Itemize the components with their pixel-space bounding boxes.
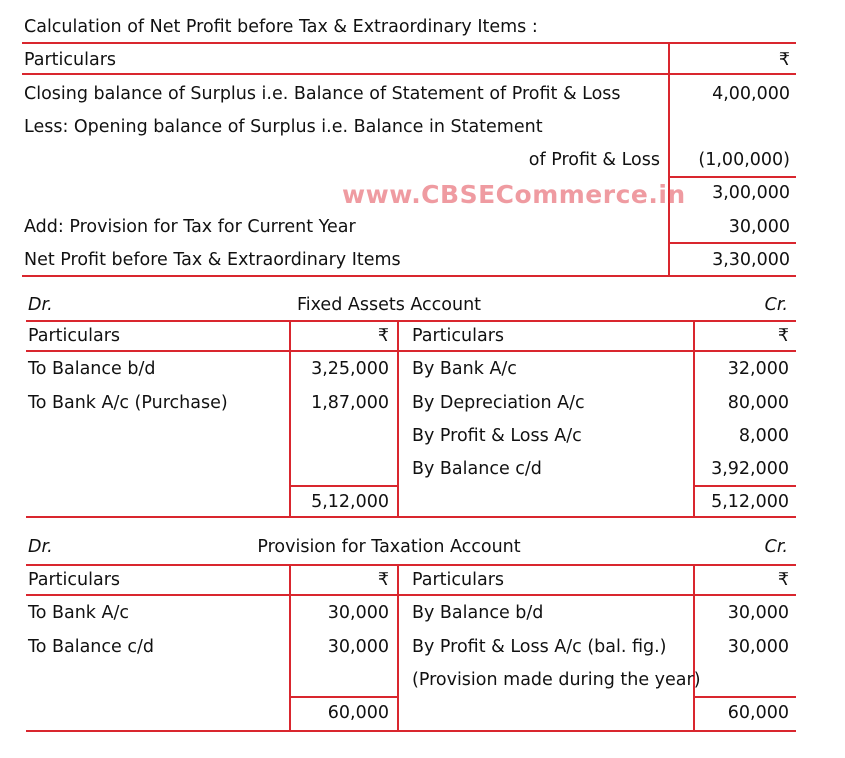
col-header-currency: ₹	[778, 50, 790, 70]
row-label: Closing balance of Surplus i.e. Balance of Statement of Profit & Loss	[24, 84, 621, 104]
credit-entry-amount: 80,000	[727, 393, 789, 413]
rule	[26, 564, 796, 566]
rule	[22, 73, 796, 75]
section-title: Calculation of Net Profit before Tax & Extraordinary Items :	[24, 17, 538, 37]
col-header-currency: ₹	[377, 570, 389, 590]
account-title: Fixed Assets Account	[296, 295, 482, 315]
rule	[26, 350, 796, 352]
cr-label: Cr.	[764, 295, 788, 315]
col-header-particulars: Particulars	[28, 326, 121, 346]
col-header-particulars: Particulars	[412, 570, 505, 590]
row-amount: 30,000	[728, 217, 790, 237]
row-label: Add: Provision for Tax for Current Year	[24, 217, 356, 237]
rule	[26, 730, 796, 732]
col-header-particulars: Particulars	[412, 326, 505, 346]
subtotal-rule	[668, 176, 796, 178]
debit-entry-amount: 1,87,000	[311, 393, 389, 413]
row-amount: 3,00,000	[712, 183, 790, 203]
credit-entry-amount: 3,92,000	[711, 459, 789, 479]
debit-total: 5,12,000	[311, 492, 389, 512]
col-header-currency: ₹	[777, 570, 789, 590]
credit-entry-label: By Profit & Loss A/c (bal. fig.)	[412, 637, 667, 657]
credit-entry-label: By Balance b/d	[412, 603, 544, 623]
rule	[22, 42, 796, 44]
debit-total: 60,000	[327, 703, 389, 723]
total-rule	[693, 485, 796, 487]
debit-entry-label: To Balance b/d	[28, 359, 156, 379]
credit-entry-label: By Bank A/c	[412, 359, 517, 379]
row-amount: (1,00,000)	[698, 150, 790, 170]
column-divider	[397, 564, 399, 732]
credit-total: 60,000	[727, 703, 789, 723]
dr-label: Dr.	[28, 295, 53, 315]
credit-total: 5,12,000	[711, 492, 789, 512]
cr-label: Cr.	[764, 537, 788, 557]
debit-entry-amount: 30,000	[327, 603, 389, 623]
subtotal-rule	[668, 242, 796, 244]
credit-entry-amount: 30,000	[727, 603, 789, 623]
rule	[26, 320, 796, 322]
total-rule	[289, 696, 399, 698]
row-label-continued: of Profit & Loss	[528, 150, 660, 170]
total-rule	[693, 696, 796, 698]
credit-entry-label: (Provision made during the year)	[412, 670, 701, 690]
dr-label: Dr.	[28, 537, 53, 557]
debit-entry-amount: 30,000	[327, 637, 389, 657]
watermark: www.CBSECommerce.in	[342, 180, 686, 209]
credit-entry-amount: 32,000	[727, 359, 789, 379]
col-header-particulars: Particulars	[28, 570, 121, 590]
col-header-currency: ₹	[377, 326, 389, 346]
credit-entry-amount: 8,000	[738, 426, 789, 446]
account-title: Provision for Taxation Account	[257, 537, 521, 557]
credit-entry-amount: 30,000	[727, 637, 789, 657]
col-header-particulars: Particulars	[24, 50, 117, 70]
row-label: Net Profit before Tax & Extraordinary Items	[24, 250, 401, 270]
row-amount: 4,00,000	[712, 84, 790, 104]
debit-entry-label: To Bank A/c (Purchase)	[28, 393, 228, 413]
rule	[26, 594, 796, 596]
rule	[26, 516, 796, 518]
debit-entry-label: To Balance c/d	[28, 637, 154, 657]
credit-entry-label: By Balance c/d	[412, 459, 542, 479]
credit-entry-label: By Profit & Loss A/c	[412, 426, 582, 446]
row-amount: 3,30,000	[712, 250, 790, 270]
debit-entry-label: To Bank A/c	[28, 603, 129, 623]
row-label: Less: Opening balance of Surplus i.e. Balance in Statement	[24, 117, 543, 137]
debit-entry-amount: 3,25,000	[311, 359, 389, 379]
rule	[22, 275, 796, 277]
credit-entry-label: By Depreciation A/c	[412, 393, 585, 413]
col-header-currency: ₹	[777, 326, 789, 346]
total-rule	[289, 485, 399, 487]
